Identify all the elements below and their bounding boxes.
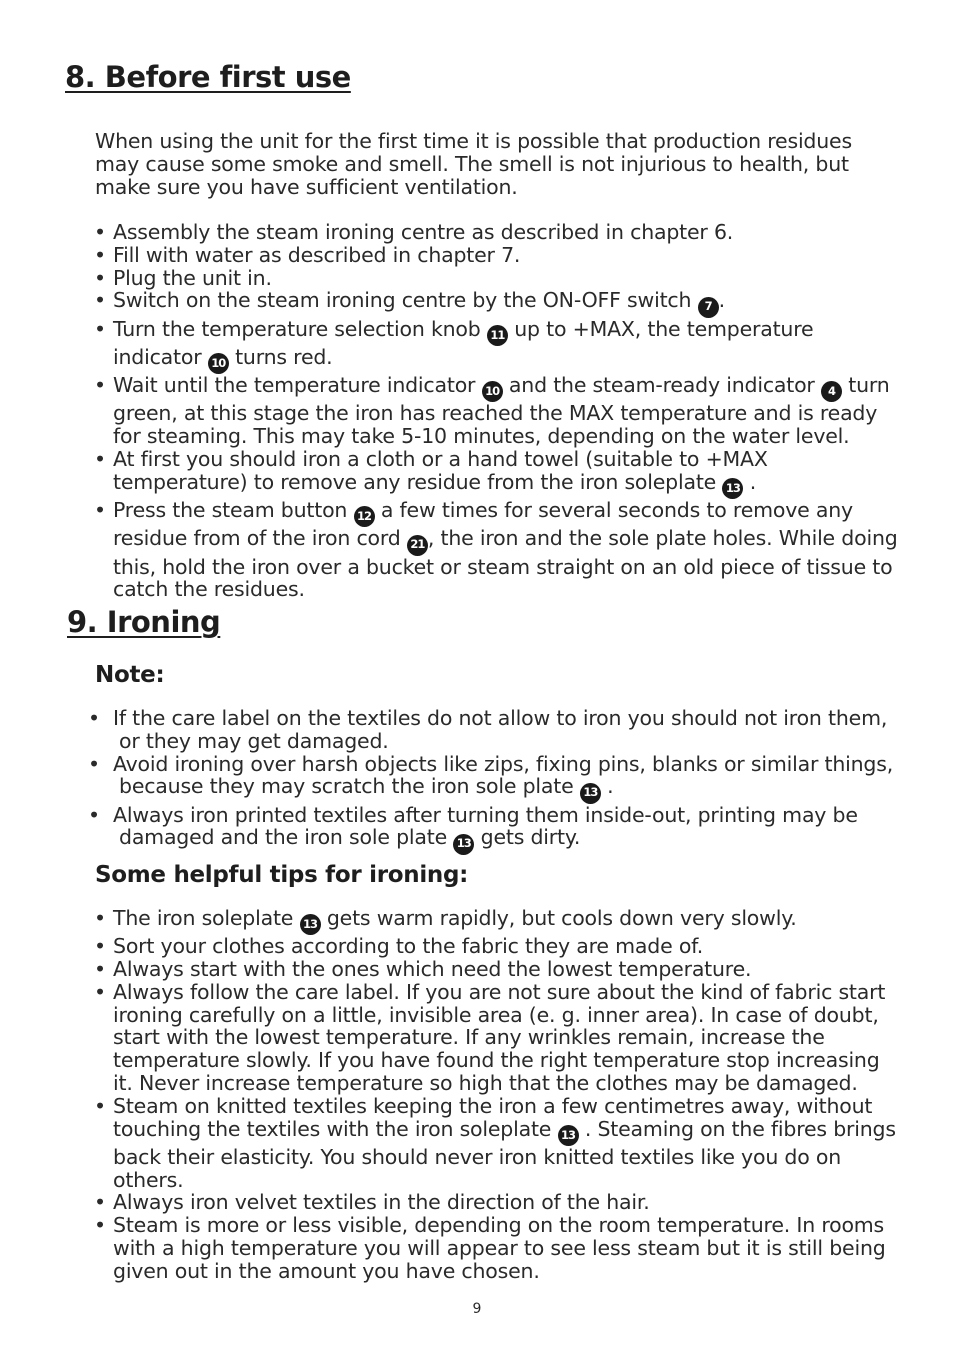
list-item: • Press the steam button 12 a few times for several seconds to remove any residue from of the iron cord 21 , the iron and the sole plate holes. While doing this, hold the iron over a bucket or steam straight on an old piece of tissue to catch the residues. (113, 499, 903, 601)
list-item: • The iron soleplate 13 gets warm rapidly, but cools down very slowly. (113, 907, 903, 935)
list-item: • Avoid ironing over harsh objects like zips, fixing pins, blanks or similar things, because they may scratch the iron sole plate 13 . (113, 753, 903, 804)
list-item: • Steam is more or less visible, depending on the room temperature. In rooms with a high temperature you will appear to see less steam but it is still being given out in the amount you have chosen. (113, 1214, 903, 1282)
section-8-intro: When using the unit for the first time it is possible that production residues may cause some smoke and smell. The smell is not injurious to health, but make sure you have sufficient ventilation. (95, 129, 852, 199)
list-item: • Wait until the temperature indicator 10 and the steam-ready indicator 4 turn green, at this stage the iron has reached the MAX temperature and is ready for steaming. This may take 5-10 minutes, depending on the water level. (113, 374, 903, 448)
reference-number-icon: 4 (821, 381, 842, 402)
list-item: • Turn the temperature selection knob 11 up to +MAX, the temperature indicator 10 turns red. (113, 318, 903, 375)
reference-number-icon: 13 (580, 783, 601, 804)
note-bullet-list (113, 707, 903, 855)
section-9-title: 9. Ironing (67, 605, 221, 639)
note-heading: Note: (95, 662, 165, 688)
reference-number-icon: 13 (558, 1125, 579, 1146)
list-item: • Always iron velvet textiles in the direction of the hair. (113, 1191, 903, 1214)
list-item: • Fill with water as described in chapter 7. (113, 244, 903, 267)
reference-number-icon: 10 (208, 353, 229, 374)
list-item: • Plug the unit in. (113, 267, 903, 290)
tips-bullet-list (113, 907, 903, 1283)
reference-number-icon: 13 (453, 834, 474, 855)
list-item: • Switch on the steam ironing centre by the ON-OFF switch 7 . (113, 289, 903, 317)
list-item: • Always start with the ones which need the lowest temperature. (113, 958, 903, 981)
list-item: • If the care label on the textiles do not allow to iron you should not iron them, or they may get damaged. (113, 707, 903, 753)
list-item: • Always follow the care label. If you are not sure about the kind of fabric start ironing carefully on a little, invisible area (e. g. inner area). In case of doubt, start with the lowest temperature. If any wrinkles remain, increase the temperature slowly. If you have found the right temperature stop increasing it. Never increase temperature so high that the clothes may be damaged. (113, 981, 903, 1095)
reference-number-icon: 12 (354, 506, 375, 527)
reference-number-icon: 13 (722, 478, 743, 499)
reference-number-icon: 11 (487, 325, 508, 346)
page-number: 9 (472, 1301, 482, 1317)
list-item: • At first you should iron a cloth or a hand towel (suitable to +MAX temperature) to remove any residue from the iron soleplate 13 . (113, 448, 903, 499)
reference-number-icon: 10 (482, 381, 503, 402)
reference-number-icon: 13 (300, 914, 321, 935)
section-8-bullet-list (113, 221, 903, 601)
tips-heading: Some helpful tips for ironing: (95, 862, 469, 888)
list-item: • Assembly the steam ironing centre as described in chapter 6. (113, 221, 903, 244)
reference-number-icon: 7 (698, 297, 719, 318)
list-item: • Always iron printed textiles after turning them inside-out, printing may be damaged and the iron sole plate 13 gets dirty. (113, 804, 903, 855)
list-item: • Sort your clothes according to the fabric they are made of. (113, 935, 903, 958)
reference-number-icon: 21 (407, 535, 428, 556)
section-8-title: 8. Before first use (65, 60, 351, 94)
list-item: • Steam on knitted textiles keeping the iron a few centimetres away, without touching the textiles with the iron soleplate 13 . Steaming on the fibres brings back their elasticity. You should never iron knitted textiles like you do on others. (113, 1095, 903, 1192)
